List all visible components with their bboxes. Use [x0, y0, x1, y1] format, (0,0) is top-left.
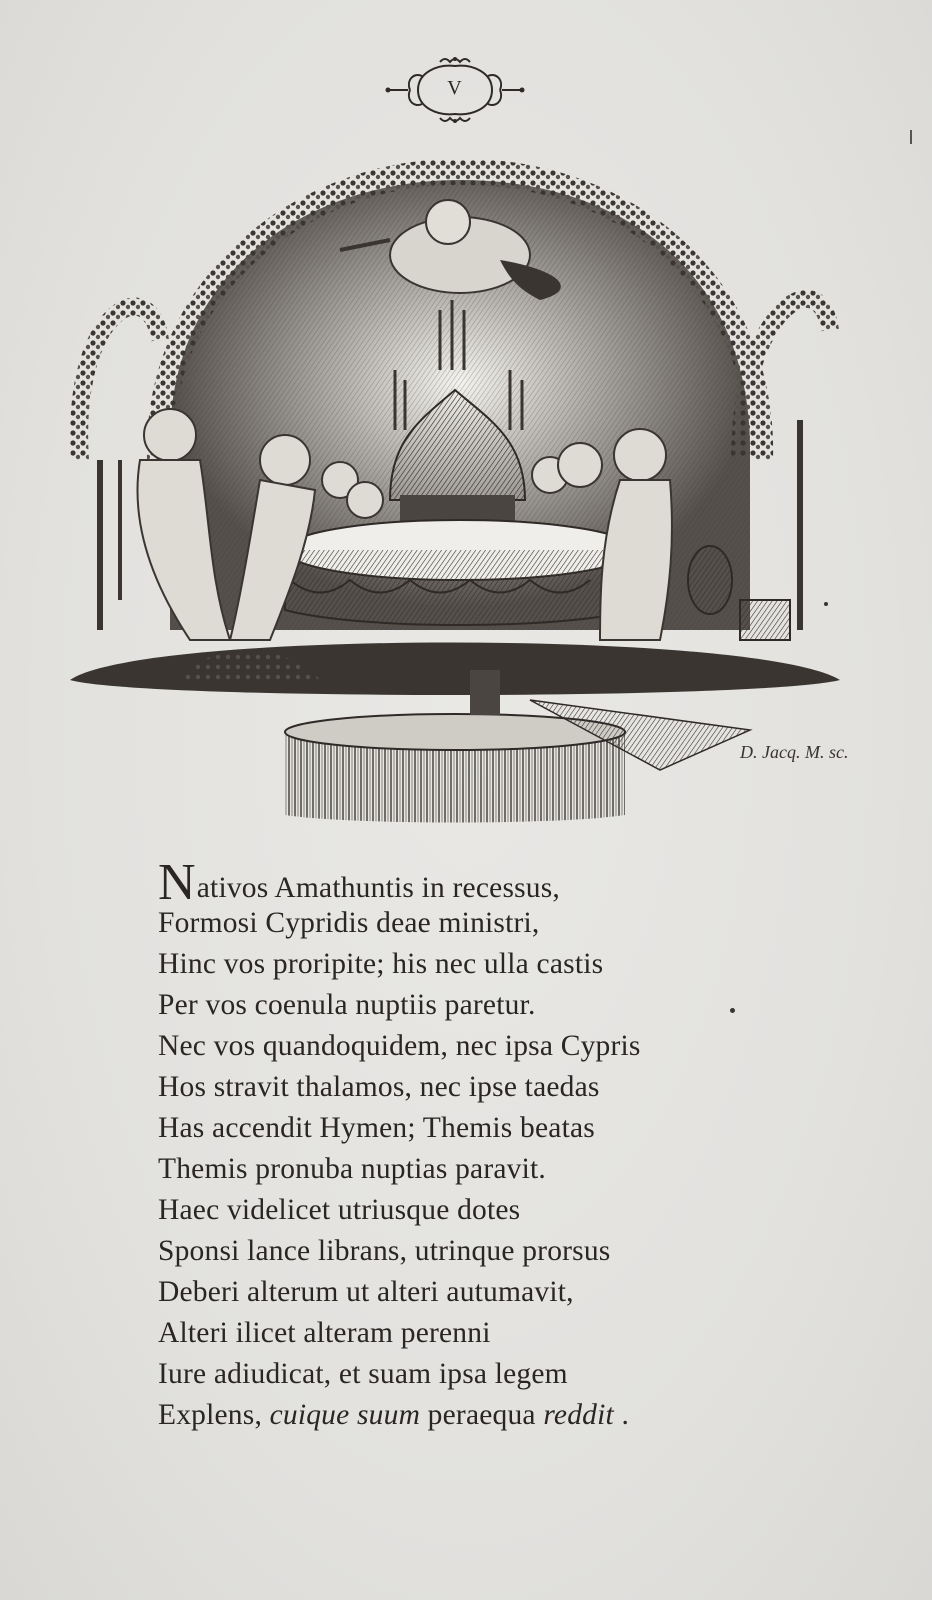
poem-line: Haec videlicet utriusque dotes: [158, 1194, 521, 1226]
margin-mark: [910, 130, 912, 144]
banquet-table: [285, 520, 635, 625]
poem-line: Nec vos quandoquidem, nec ipsa Cypris: [158, 1030, 641, 1062]
engraved-vignette-banquet-of-cherubs: [60, 160, 850, 840]
last-line-period: .: [621, 1399, 630, 1431]
poem-line: Alteri ilicet alteram perenni: [158, 1317, 491, 1349]
poem-text: [158, 854, 878, 1436]
last-line-part: peraequa: [427, 1399, 536, 1431]
last-line-italic: reddit: [543, 1399, 614, 1431]
poem-line: Iure adiudicat, et suam ipsa legem: [158, 1358, 568, 1390]
drop-cap: N: [158, 854, 196, 911]
first-line-text: ativos Amathuntis in recessus,: [196, 872, 561, 904]
poem-line-last: [158, 1395, 878, 1436]
right-garland-arch: [740, 299, 830, 630]
last-line-italic: cuique suum: [269, 1399, 421, 1431]
ink-speck: [824, 602, 828, 606]
poem-line: Sponsi lance librans, utrinque prorsus: [158, 1235, 611, 1267]
engraver-signature: D. Jacq. M. sc.: [740, 742, 849, 762]
poem-line: [158, 854, 878, 911]
section-numeral: V: [447, 77, 463, 99]
last-line-part: Explens,: [158, 1399, 263, 1431]
poem-line: Themis pronuba nuptias paravit.: [158, 1153, 546, 1185]
poem-line: Hinc vos proripite; his nec ulla castis: [158, 948, 604, 980]
poem-line: Formosi Cypridis deae ministri,: [158, 907, 540, 939]
poem-line: Has accendit Hymen; Themis beatas: [158, 1112, 595, 1144]
poem-line: Deberi alterum ut alteri autumavit,: [158, 1276, 574, 1308]
poem-line: Hos stravit thalamos, nec ipse taedas: [158, 1071, 600, 1103]
section-number-cartouche: [380, 50, 530, 130]
ink-speck: [730, 1008, 735, 1013]
poem-line: Per vos coenula nuptiis paretur.: [158, 989, 536, 1021]
